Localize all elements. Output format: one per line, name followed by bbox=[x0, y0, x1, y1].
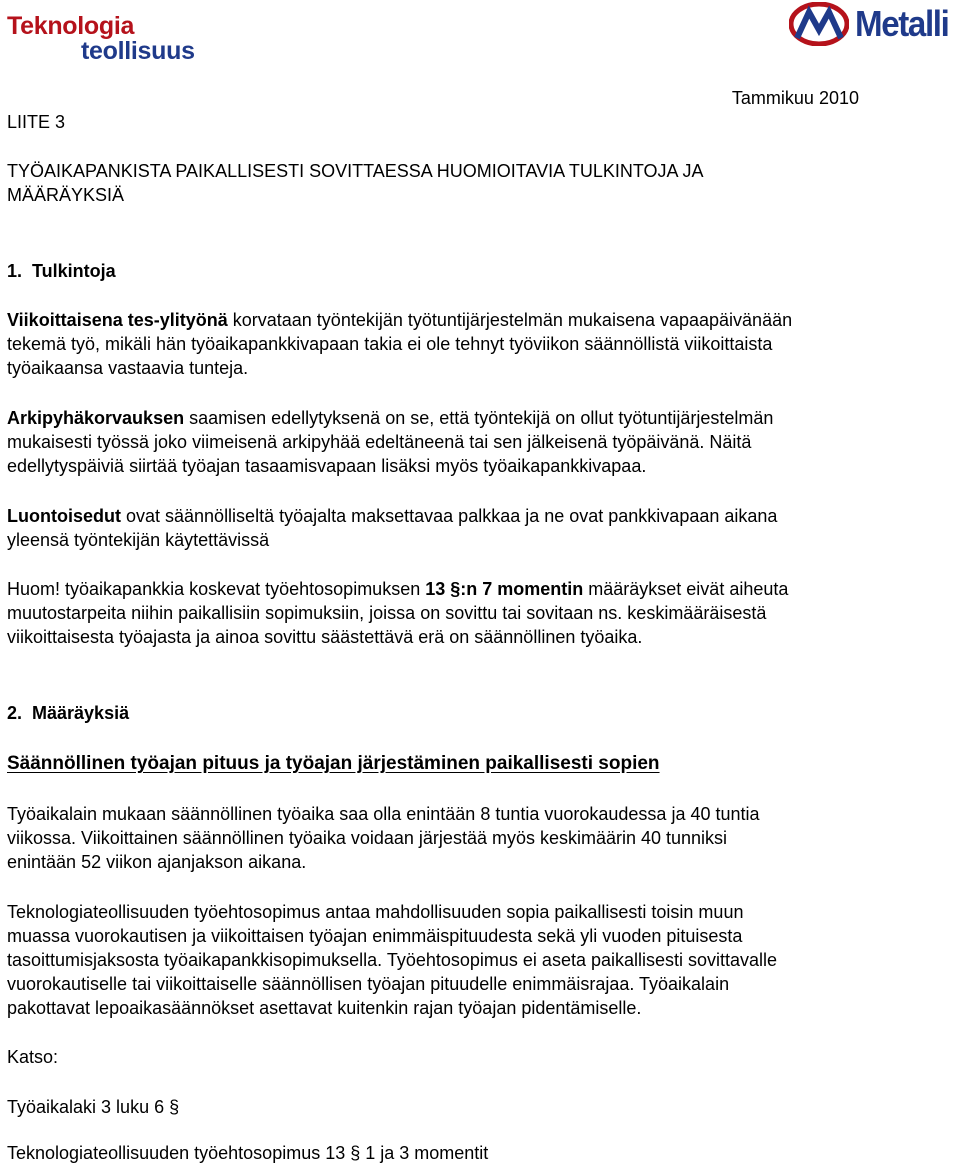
logo-right-text: Metalli bbox=[855, 3, 949, 44]
text: vuorokautiselle tai viikoittaiselle säännöllisen työajan pituudelle enimmäisrajaa. Työaikalain bbox=[7, 974, 730, 994]
text: tekemä työ, mikäli hän työaikapankkivapaan takia ei ole tehnyt työviikon säännöllistä viikoittaista bbox=[7, 334, 773, 354]
text: ovat säännölliseltä työajalta maksettavaa palkkaa ja ne ovat pankkivapaan aikana bbox=[120, 506, 778, 526]
paragraph-ylityo bbox=[7, 308, 947, 380]
paragraph-huom bbox=[7, 577, 947, 649]
attachment-label: LIITE 3 bbox=[7, 112, 66, 132]
text: enintään 52 viikon ajanjakson aikana. bbox=[7, 852, 307, 872]
teknologiateollisuus-logo bbox=[7, 14, 195, 64]
document-title-line2: MÄÄRÄYKSIÄ bbox=[7, 185, 125, 205]
text: tasoittumisjaksosta työaikapankkisopimuksella. Työehtosopimus ei aseta paikallisesti sovittavalle bbox=[7, 950, 778, 970]
reference-tyoehtosopimus: Teknologiateollisuuden työehtosopimus 13 § 1 ja 3 momentit bbox=[7, 1143, 489, 1163]
text: pakottavat lepoaikasäännökset asettavat kuitenkin rajan työajan pidentämiselle. bbox=[7, 998, 642, 1018]
text: mukaisesti työssä joko viimeisenä arkipyhää edeltäneenä tai sen jälkeisenä työpäivänä. Näitä bbox=[7, 432, 752, 452]
term-luontoisedut: Luontoisedut bbox=[7, 506, 121, 526]
text: Työaikalain mukaan säännöllinen työaika saa olla enintään 8 tuntia vuorokaudessa ja 40 tuntia bbox=[7, 804, 760, 824]
text: yleensä työntekijän käytettävissä bbox=[7, 530, 270, 550]
text: viikoittaisesta työajasta ja ainoa sovittu säästettävä erä on säännöllinen työaika. bbox=[7, 627, 643, 647]
document-title-line1: TYÖAIKAPANKISTA PAIKALLISESTI SOVITTAESSA HUOMIOITAVIA TULKINTOJA JA bbox=[7, 161, 704, 181]
katso-label: Katso: bbox=[7, 1047, 59, 1067]
section2-subheading: Säännöllinen työajan pituus ja työajan järjestäminen paikallisesti sopien bbox=[7, 753, 660, 774]
paragraph-luontoisedut bbox=[7, 504, 947, 552]
logo-left-line1: Teknologia bbox=[7, 12, 135, 40]
text: työaikaansa vastaavia tunteja. bbox=[7, 358, 249, 378]
section2-heading: 2. Määräyksiä bbox=[7, 703, 130, 723]
text: Teknologiateollisuuden työehtosopimus antaa mahdollisuuden sopia paikallisesti toisin muun bbox=[7, 902, 744, 922]
document-date: Tammikuu 2010 bbox=[731, 88, 859, 108]
text: edellytyspäiviä siirtää työajan tasaamisvapaan lisäksi myös työaikapankkivapaa. bbox=[7, 456, 647, 476]
text: korvataan työntekijän työtuntijärjestelmän mukaisena vapaapäivänään bbox=[227, 310, 793, 330]
paragraph-tyoaikalaki bbox=[7, 802, 947, 874]
text: muutostarpeita niihin paikallisiin sopimuksiin, joissa on sovittu tai sovitaan ns. keskimääräisestä bbox=[7, 603, 767, 623]
metalli-emblem-icon bbox=[789, 2, 849, 46]
metalli-logo bbox=[789, 2, 957, 46]
reference-bold: 13 §:n 7 momentin bbox=[425, 579, 584, 599]
text: Huom! työaikapankkia koskevat työehtosopimuksen bbox=[7, 579, 426, 599]
paragraph-arkipyha bbox=[7, 406, 947, 478]
text: viikossa. Viikoittainen säännöllinen työaika voidaan järjestää myös keskimäärin 40 tunniksi bbox=[7, 828, 728, 848]
reference-tyoaikalaki: Työaikalaki 3 luku 6 § bbox=[7, 1097, 180, 1117]
term-ylityo: Viikoittaisena tes-ylityönä bbox=[7, 310, 228, 330]
text: määräykset eivät aiheuta bbox=[583, 579, 789, 599]
text: saamisen edellytyksenä on se, että työntekijä on ollut työtuntijärjestelmän bbox=[184, 408, 774, 428]
section1-heading: 1. Tulkintoja bbox=[7, 261, 116, 281]
text: muassa vuorokautisen ja viikoittaisen työajan enimmäispituudesta sekä yli vuoden pituisesta bbox=[7, 926, 743, 946]
term-arkipyha: Arkipyhäkorvauksen bbox=[7, 408, 185, 428]
logo-left-line2: teollisuus bbox=[81, 37, 195, 65]
paragraph-tyoehtosopimus bbox=[7, 900, 947, 1020]
